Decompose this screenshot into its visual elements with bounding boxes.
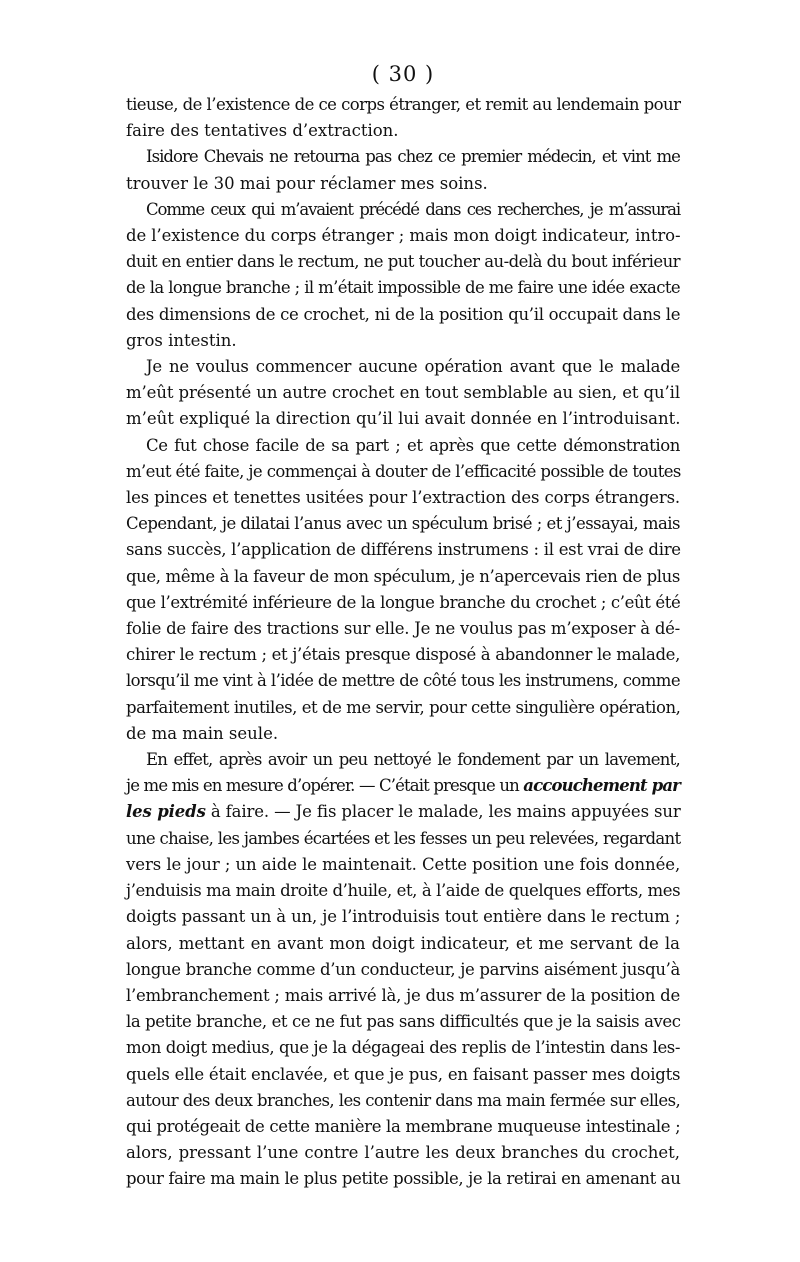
text-line: trouver le 30 mai pour réclamer mes soins.: [126, 173, 488, 193]
italic-emphasis: accouchement par: [523, 776, 681, 796]
text-line: de ma main seule.: [126, 723, 279, 743]
document-page: [126, 58, 680, 1193]
text-line: Isidore Chevais ne retourna pas chez ce premier médecin, et vint me: [146, 147, 680, 167]
text-line: m’eut été faite, je commençai à douter de l’efficacité possible de toutes: [126, 461, 681, 481]
text-line: alors, pressant l’une contre l’autre les deux branches du crochet,: [126, 1143, 680, 1163]
text-line: vers le jour ; un aide le maintenait. Cette position une fois donnée,: [126, 854, 681, 874]
body-text: [126, 92, 680, 1193]
text-line: les pinces et tenettes usitées pour l’extraction des corps étrangers.: [126, 488, 680, 508]
text-line: longue branche comme d’un conducteur, je parvins aisément jusqu’à: [126, 959, 680, 979]
text-line: Ce fut chose facile de sa part ; et après que cette démonstration: [146, 435, 680, 455]
text-line: les pieds à faire. — Je fis placer le malade, les mains appuyées sur: [126, 802, 681, 822]
text-line: parfaitement inutiles, et de me servir, pour cette singulière opération,: [126, 697, 681, 717]
paragraph: [126, 197, 680, 354]
text-line: chirer le rectum ; et j’étais presque disposé à abandonner le malade,: [126, 645, 680, 665]
text-line: j’enduisis ma main droite d’huile, et, à l’aide de quelques efforts, mes: [126, 881, 681, 901]
text-line: En effet, après avoir un peu nettoyé le fondement par un lavement,: [146, 750, 680, 770]
page-number: ( 30 ): [371, 62, 435, 86]
text-line: m’eût expliqué la direction qu’il lui avait donnée en l’introduisant.: [126, 409, 681, 429]
paragraph: [126, 92, 680, 144]
paragraph: [126, 747, 680, 1192]
text-line: quels elle était enclavée, et que je pus, en faisant passer mes doigts: [126, 1064, 681, 1084]
text-line: qui protégeait de cette manière la membrane muqueuse intestinale ;: [126, 1116, 681, 1136]
text-line: je me mis en mesure d’opérer. — C’était presque un accouchement par: [126, 776, 681, 796]
text-line: une chaise, les jambes écartées et les fesses un peu relevées, regardant: [126, 828, 681, 848]
text-line: autour des deux branches, les contenir dans ma main fermée sur elles,: [126, 1090, 681, 1110]
text-line: pour faire ma main le plus petite possible, je la retirai en amenant au: [126, 1169, 681, 1189]
text-line: que l’extrémité inférieure de la longue branche du crochet ; c’eût été: [126, 592, 681, 612]
paragraph: [126, 354, 680, 433]
text-line: mon doigt medius, que je la dégageai des replis de l’intestin dans les-: [126, 1038, 680, 1058]
text-line: que, même à la faveur de mon spéculum, je n’apercevais rien de plus: [126, 566, 680, 586]
text-line: sans succès, l’application de différens instrumens : il est vrai de dire: [126, 540, 681, 560]
text-line: alors, mettant en avant mon doigt indicateur, et me servant de la: [126, 933, 680, 953]
text-line: m’eût présenté un autre crochet en tout semblable au sien, et qu’il: [126, 383, 681, 403]
paragraph: [126, 433, 680, 747]
text-line: des dimensions de ce crochet, ni de la position qu’il occupait dans le: [126, 304, 681, 324]
text-line: l’embranchement ; mais arrivé là, je dus m’assurer de la position de: [126, 985, 680, 1005]
text-line: duit en entier dans le rectum, ne put toucher au-delà du bout inférieur: [126, 252, 680, 272]
text-line: Je ne voulus commencer aucune opération avant que le malade: [146, 357, 680, 377]
paragraph: [126, 144, 680, 196]
italic-emphasis: les pieds: [126, 802, 206, 822]
text-line: lorsqu’il me vint à l’idée de mettre de côté tous les instrumens, comme: [126, 671, 680, 691]
text-line: gros intestin.: [126, 330, 237, 350]
text-line: la petite branche, et ce ne fut pas sans difficultés que je la saisis avec: [126, 1012, 681, 1032]
text-line: faire des tentatives d’extraction.: [126, 121, 399, 141]
text-line: doigts passant un à un, je l’introduisis tout entière dans le rectum ;: [126, 907, 681, 927]
text-line: tieuse, de l’existence de ce corps étranger, et remit au lendemain pour: [126, 95, 681, 114]
text-line: Cependant, je dilatai l’anus avec un spéculum brisé ; et j’essayai, mais: [126, 514, 680, 534]
text-line: Comme ceux qui m’avaient précédé dans ces recherches, je m’assurai: [146, 199, 680, 219]
text-line: de la longue branche ; il m’était impossible de me faire une idée exacte: [126, 278, 680, 298]
text-line: folie de faire des tractions sur elle. Je ne voulus pas m’exposer à dé-: [126, 619, 680, 639]
text-line: de l’existence du corps étranger ; mais mon doigt indicateur, intro-: [126, 226, 681, 246]
